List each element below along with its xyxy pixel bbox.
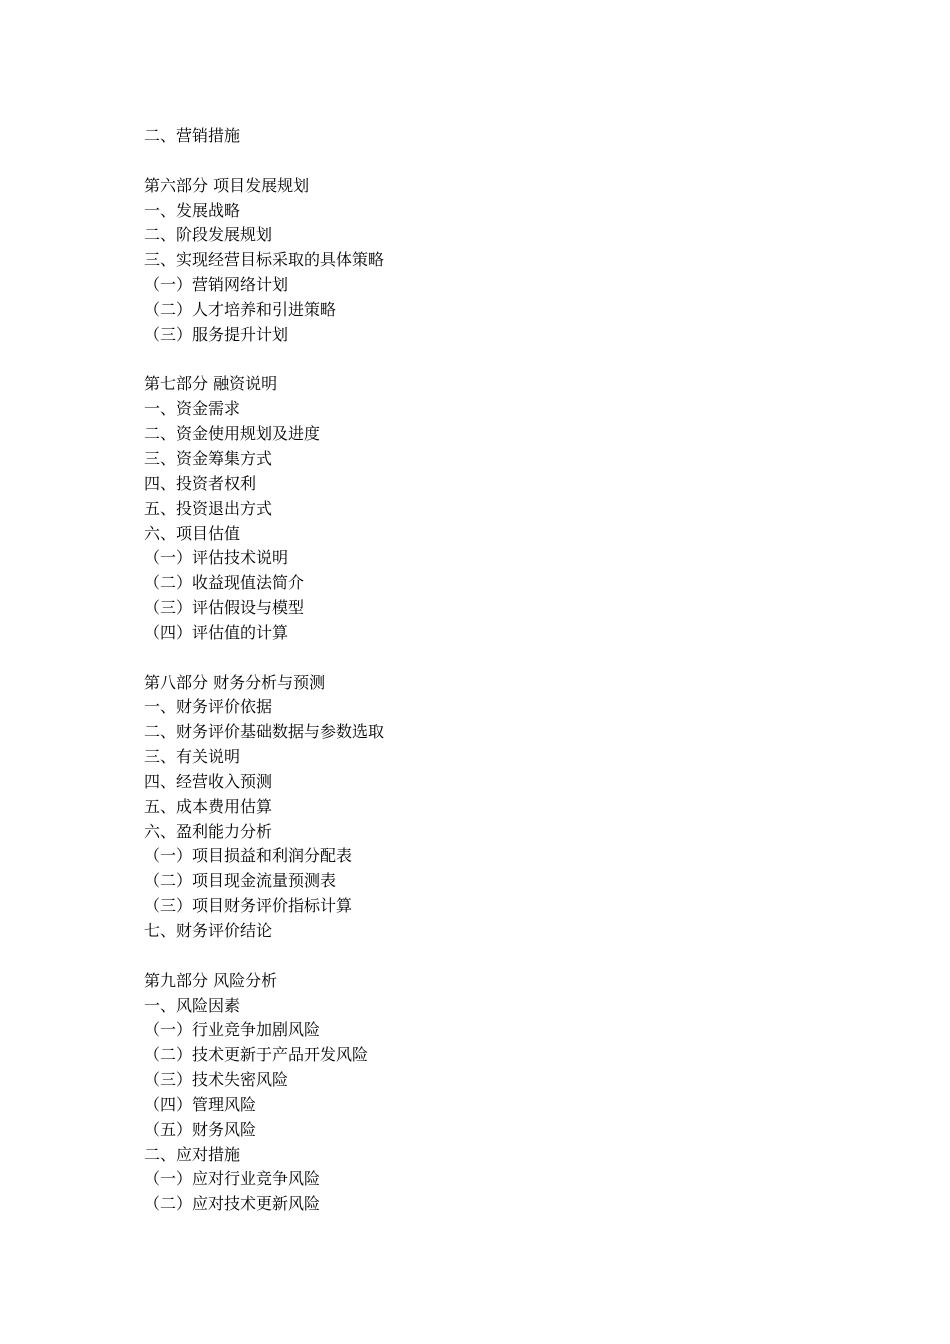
toc-subline: （二）人才培养和引进策略 [144, 299, 337, 319]
table-of-contents [144, 124, 844, 1217]
toc-subline: （三）技术失密风险 [144, 1070, 289, 1090]
toc-subline: （一）应对行业竞争风险 [144, 1169, 321, 1189]
toc-subline: （四）管理风险 [144, 1094, 257, 1114]
toc-spacer [144, 348, 844, 373]
toc-line: 二、财务评价基础数据与参数选取 [144, 722, 385, 742]
toc-line: 一、财务评价依据 [144, 697, 273, 717]
toc-section-heading: 第七部分 融资说明 [144, 374, 278, 394]
toc-line: 二、营销措施 [144, 126, 241, 145]
toc-line: 四、经营收入预测 [144, 771, 273, 791]
toc-subline: （三）评估假设与模型 [144, 598, 305, 618]
toc-line: 四、投资者权利 [144, 473, 257, 493]
toc-line: 三、实现经营目标采取的具体策略 [144, 250, 385, 270]
toc-line: 六、盈利能力分析 [144, 821, 273, 841]
toc-line: 一、资金需求 [144, 399, 241, 419]
toc-line: 七、财务评价结论 [144, 921, 273, 940]
toc-subline: （一）营销网络计划 [144, 275, 289, 295]
toc-line: 五、投资退出方式 [144, 498, 273, 518]
toc-spacer [144, 149, 844, 174]
toc-subline: （二）技术更新于产品开发风险 [144, 1045, 369, 1065]
toc-subline: （三）服务提升计划 [144, 324, 289, 344]
toc-line: 六、项目估值 [144, 523, 241, 543]
toc-subline: （二）项目现金流量预测表 [144, 871, 337, 891]
toc-line: 一、风险因素 [144, 995, 241, 1015]
toc-section-heading: 第九部分 风险分析 [144, 970, 278, 990]
toc-subline: （二）应对技术更新风险 [144, 1194, 321, 1214]
toc-line: 五、成本费用估算 [144, 796, 273, 816]
toc-subline: （五）财务风险 [144, 1119, 257, 1139]
toc-line: 二、阶段发展规划 [144, 225, 273, 245]
toc-line: 二、资金使用规划及进度 [144, 424, 321, 444]
toc-subline: （一）评估技术说明 [144, 548, 289, 568]
toc-subline: （四）评估值的计算 [144, 622, 289, 642]
toc-line: 二、应对措施 [144, 1144, 241, 1164]
toc-subline: （三）项目财务评价指标计算 [144, 896, 353, 916]
toc-subline: （一）项目损益和利润分配表 [144, 846, 353, 866]
toc-spacer [144, 646, 844, 671]
toc-section-heading: 第六部分 项目发展规划 [144, 175, 310, 195]
toc-section-heading: 第八部分 财务分析与预测 [144, 672, 326, 692]
toc-line: 一、发展战略 [144, 200, 241, 220]
toc-spacer [144, 944, 844, 969]
toc-line: 三、有关说明 [144, 747, 241, 767]
toc-subline: （二）收益现值法简介 [144, 573, 305, 593]
toc-subline: （一）行业竞争加剧风险 [144, 1020, 321, 1040]
toc-line: 三、资金筹集方式 [144, 448, 273, 468]
